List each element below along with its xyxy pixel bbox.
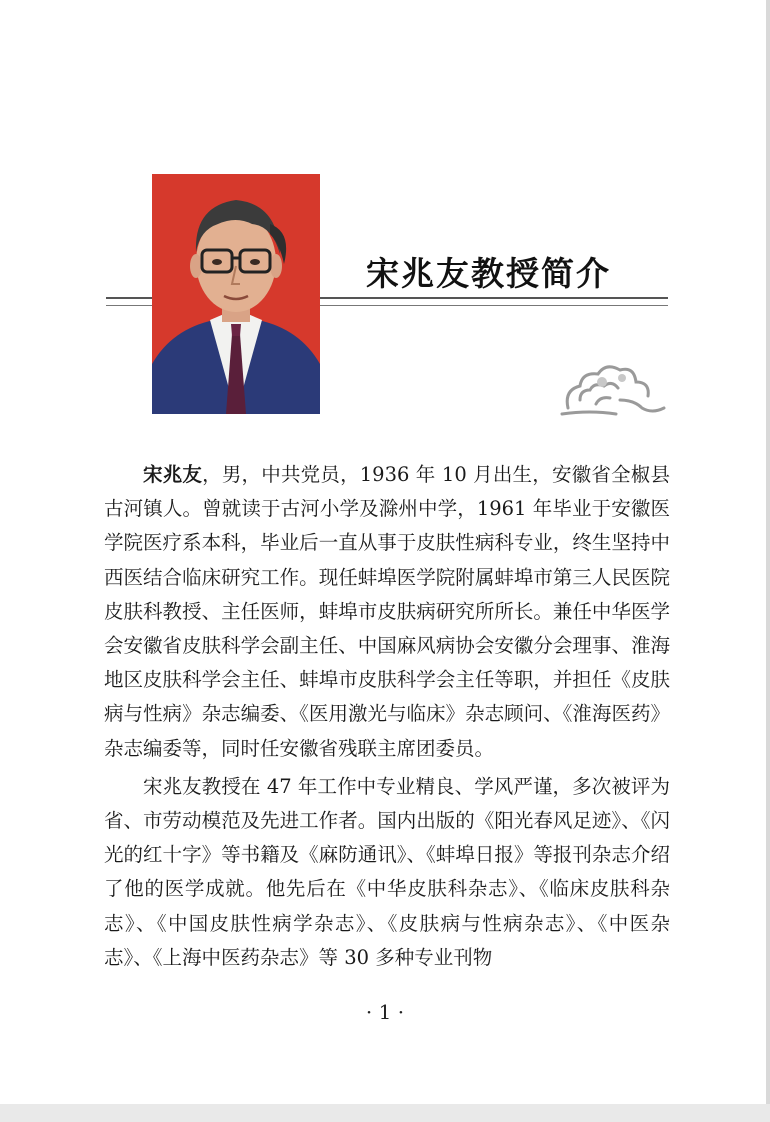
paragraph-1 [104,458,670,766]
page-edge-shadow [766,0,770,1122]
page-number: · 1 · [365,1000,405,1024]
person-name: 宋兆友 [143,463,203,486]
scan-bottom-band [0,1104,770,1122]
portrait-photo [152,174,320,414]
biography-text [104,458,670,979]
title-rule-left [106,297,152,306]
auspicious-cloud-icon [560,360,668,424]
title-rule-right [320,297,668,306]
paragraph-1-text: ，男，中共党员，1936 年 10 月出生，安徽省全椒县古河镇人。曾就读于古河小学及滁州中学，1961 年毕业于安徽医学院医疗系本科，毕业后一直从事于皮肤性病科专业，终生坚持中西医结合临床研究工作。现任蚌埠医学院附属蚌埠市第三人民医院皮肤科教授、主任医师，蚌埠市皮肤病研究所所长。兼任中华医学会安徽省皮肤科学会副主任、中国麻风病协会安徽分会理事、淮海地区皮肤科学会主任、蚌埠市皮肤科学会主任等职，并担任《皮肤病与性病》杂志编委、《医用激光与临床》杂志顾问、《淮海医药》杂志编委等，同时任安徽省残联主席团委员。 [104,463,670,760]
page-title: 宋兆友教授简介 [366,254,611,293]
paragraph-2: 宋兆友教授在 47 年工作中专业精良、学风严谨，多次被评为省、市劳动模范及先进工作者。国内出版的《阳光春风足迹》、《闪光的红十字》等书籍及《麻防通讯》、《蚌埠日报》等报刊杂志介绍了他的医学成就。他先后在《中华皮肤科杂志》、《临床皮肤科杂志》、《中国皮肤性病学杂志》、《皮肤病与性病杂志》、《中医杂志》、《上海中医药杂志》等 30 多种专业刊物 [104,774,670,969]
